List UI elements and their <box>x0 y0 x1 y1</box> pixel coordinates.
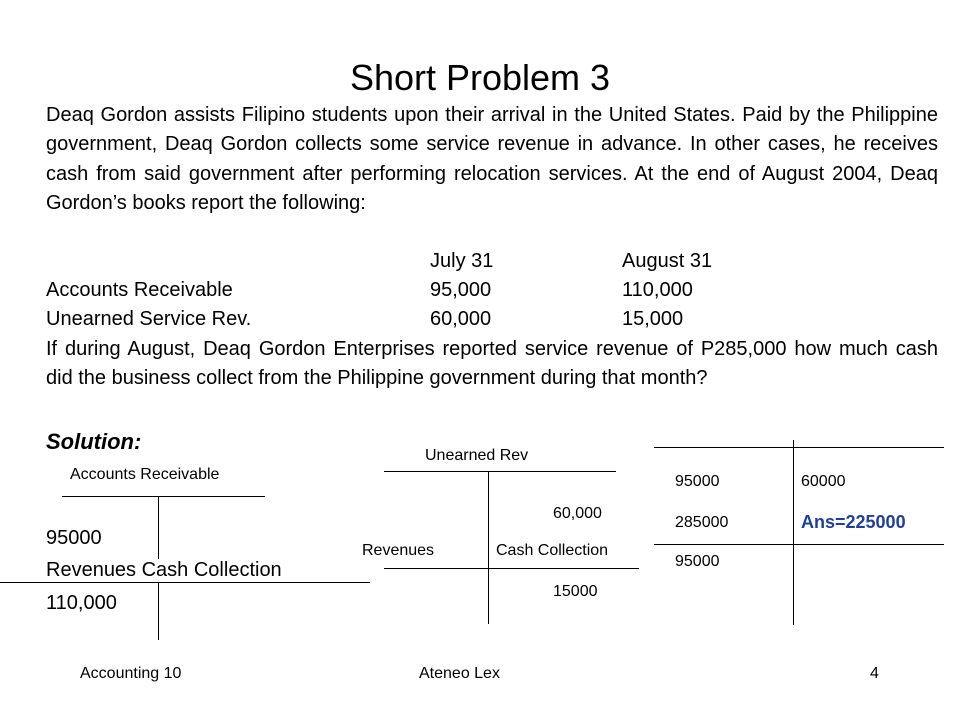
cash-top-line <box>654 447 944 448</box>
row-label: Unearned Service Rev. <box>46 308 252 330</box>
unearned-revenues-label: Revenues <box>362 542 435 559</box>
table-row-unearned <box>46 305 938 334</box>
ar-ending: 110,000 <box>46 592 117 614</box>
unearned-total-line <box>384 568 639 569</box>
cash-left-3: 95000 <box>675 553 720 570</box>
unearned-beginning: 60,000 <box>553 505 602 522</box>
table-row-ar <box>46 276 938 305</box>
unearned-ending: 15000 <box>553 583 598 600</box>
row-july: 60,000 <box>430 308 492 330</box>
cash-left-2: 285000 <box>675 514 729 531</box>
problem-question: If during August, Deaq Gordon Enterprises reported service revenue of P285,000 how much cash did the business collect from the Philippine government during that month? <box>46 338 938 390</box>
problem-paragraph: Deaq Gordon assists Filipino students upon their arrival in the United States. Paid by the Philippine government, Deaq Gordon collects some service revenue in advance. In other cases, he receives cash from said government after performing relocation services. At the end of August 2004, Deaq Gordon’s books report the following: <box>46 104 938 215</box>
unearned-top-line <box>384 471 616 472</box>
ar-beginning: 95000 <box>46 527 102 549</box>
row-august: 15,000 <box>622 308 684 330</box>
row-august: 110,000 <box>622 279 693 301</box>
solution-heading: Solution: <box>46 429 142 454</box>
unearned-vertical-line <box>488 472 489 624</box>
ar-top-line <box>62 496 265 497</box>
ar-account-title: Accounts Receivable <box>70 466 220 483</box>
cash-left-1: 95000 <box>675 473 720 490</box>
header-july: July 31 <box>430 250 494 272</box>
unearned-cash-label: Cash Collection <box>496 542 609 559</box>
answer-label: Ans=225000 <box>801 512 906 532</box>
ar-labels: Revenues Cash Collection <box>46 559 282 581</box>
ar-total-line <box>0 582 370 583</box>
row-july: 95,000 <box>430 279 492 301</box>
row-label: Accounts Receivable <box>46 279 233 301</box>
footer-school: Ateneo Lex <box>419 665 500 682</box>
cash-total-line <box>654 544 944 545</box>
footer-course: Accounting 10 <box>80 665 182 682</box>
unearned-account-title: Unearned Rev <box>425 447 529 464</box>
cash-vertical-line <box>793 440 794 625</box>
page-number: 4 <box>870 665 879 682</box>
slide-title: Short Problem 3 <box>349 57 611 98</box>
cash-right-1: 60000 <box>801 473 846 490</box>
table-header-row <box>46 247 938 276</box>
header-august: August 31 <box>622 250 713 272</box>
